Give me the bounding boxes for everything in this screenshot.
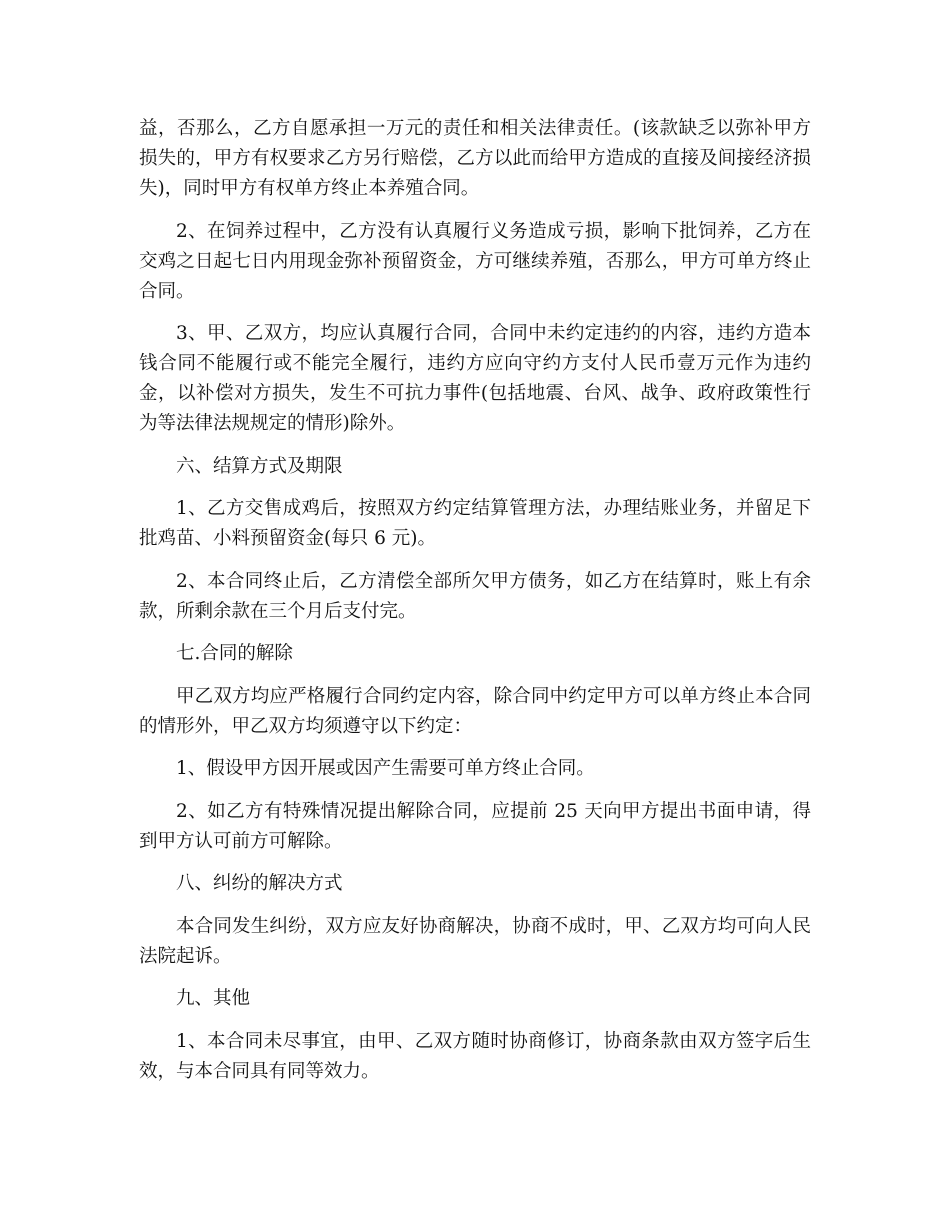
paragraph-other-1: 1、本合同未尽事宜，由甲、乙双方随时协商修订，协商条款由双方签字后生效，与本合同具有同等效力。: [139, 1030, 811, 1082]
paragraph-clause-2-loss: 2、在饲养过程中，乙方没有认真履行义务造成亏损，影响下批饲养，乙方在交鸡之日起七日内用现金弥补预留资金，方可继续养殖，否那么，甲方可单方终止合同。: [139, 220, 811, 302]
paragraph-clause-3-breach: 3、甲、乙双方，均应认真履行合同，合同中未约定违约的内容，违约方造本钱合同不能履行或不能完全履行，违约方应向守约方支付人民币壹万元作为违约金，以补偿对方损失，发生不可抗力事件(包括地震、台风、战争、政府政策性行为等法律法规规定的情形)除外。: [139, 323, 811, 434]
paragraph-disputes: 本合同发生纠纷，双方应友好协商解决，协商不成时，甲、乙双方均可向人民法院起诉。: [139, 915, 811, 967]
section-heading-disputes: 八、纠纷的解决方式: [176, 873, 343, 894]
section-heading-other: 九、其他: [176, 988, 251, 1009]
paragraph-continuation-liability: 益，否那么，乙方自愿承担一万元的责任和相关法律责任。(该款缺乏以弥补甲方损失的，甲方有权要求乙方另行赔偿，乙方以此而给甲方造成的直接及间接经济损失)，同时甲方有权单方终止本养殖合同。: [139, 118, 811, 199]
paragraph-settlement-1: 1、乙方交售成鸡后，按照双方约定结算管理方法，办理结账业务，并留足下批鸡苗、小料预留资金(每只 6 元)。: [139, 498, 811, 549]
document-body: [139, 114, 811, 1099]
section-heading-termination: 七.合同的解除: [176, 643, 293, 664]
paragraph-termination-1: 1、假设甲方因开展或因产生需要可单方终止合同。: [176, 758, 595, 779]
paragraph-settlement-2: 2、本合同终止后，乙方清偿全部所欠甲方债务，如乙方在结算时，账上有余款，所剩余款在三个月后支付完。: [139, 570, 811, 622]
paragraph-termination-2: 2、如乙方有特殊情况提出解除合同，应提前 25 天向甲方提出书面申请，得到甲方认可前方可解除。: [139, 800, 811, 852]
paragraph-termination-intro: 甲乙双方均应严格履行合同约定内容，除合同中约定甲方可以单方终止本合同的情形外，甲乙双方均须遵守以下约定：: [139, 685, 811, 737]
section-heading-settlement: 六、结算方式及期限: [176, 455, 343, 477]
